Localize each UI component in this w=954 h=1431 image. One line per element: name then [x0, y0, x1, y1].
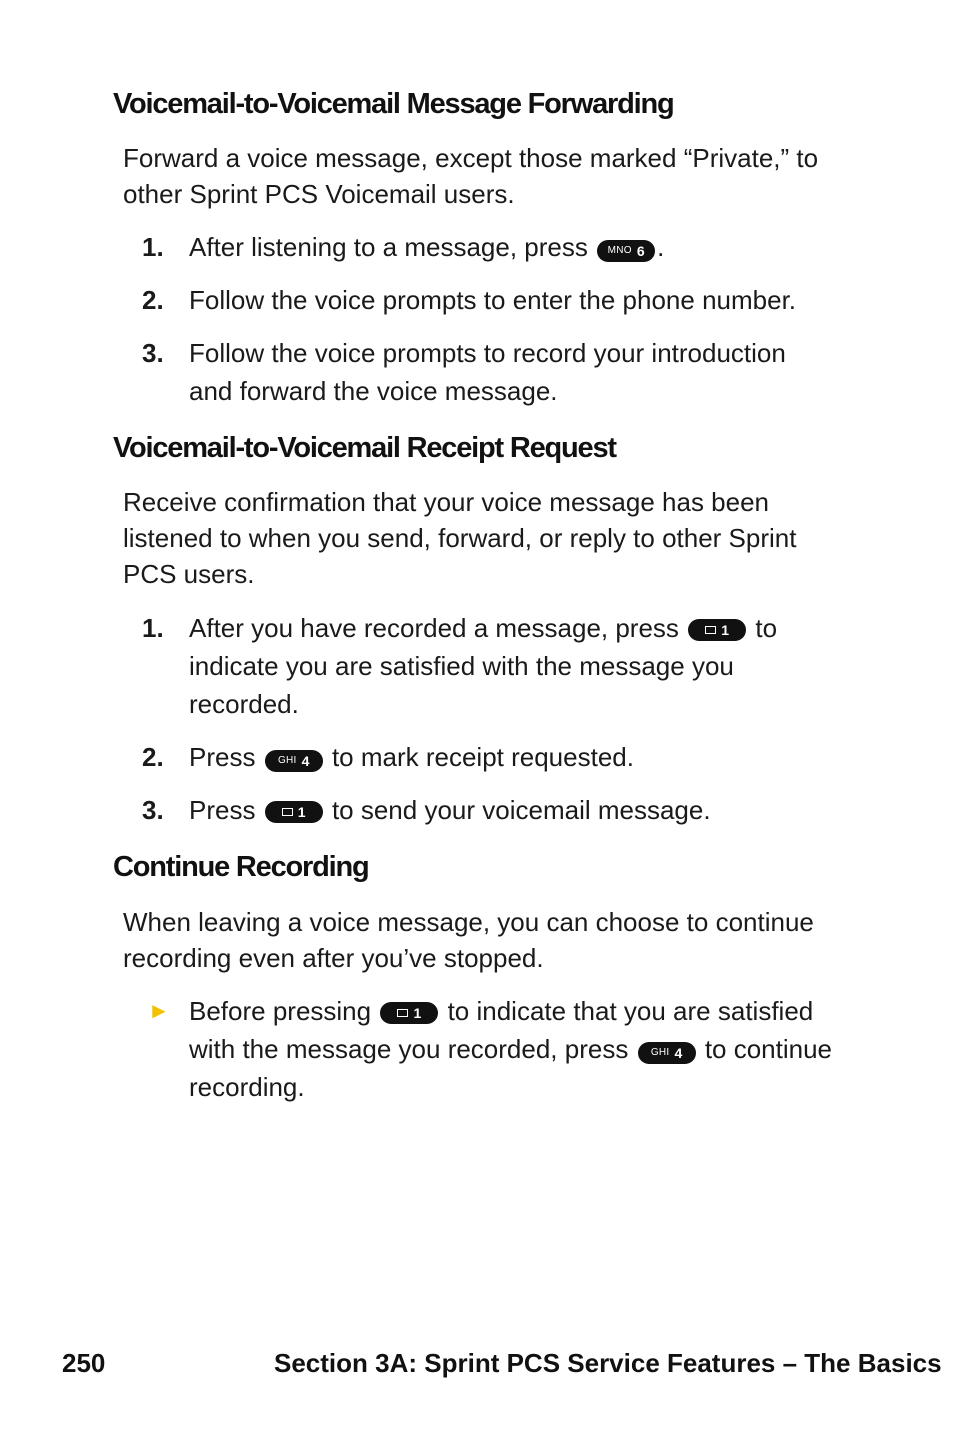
page-number: 250 [62, 1348, 106, 1378]
tip-text: to indicate that you are satisfied with the message you recorded, press [189, 996, 814, 1064]
step-number: 2. [142, 285, 164, 315]
step-number: 1. [142, 613, 164, 643]
step-text: to indicate you are satisfied with the message you recorded. [189, 613, 778, 719]
tip-text: to continue recording. [189, 1034, 833, 1102]
step-number: 1. [142, 232, 164, 262]
tip-text: Before pressing [189, 996, 372, 1026]
step-text: to send your voicemail message. [331, 795, 711, 825]
intro-continue-recording: When leaving a voice message, you can choose to continue recording even after you’ve stopped. [123, 907, 814, 973]
key-6-icon: MNO 6 [597, 240, 655, 262]
heading-message-forwarding: Voicemail-to-Voicemail Message Forwarding [113, 88, 674, 120]
step-number: 3. [142, 338, 164, 368]
step-text: Follow the voice prompts to record your introduction and forward the voice message. [189, 338, 786, 406]
step-text: Follow the voice prompts to enter the phone number. [189, 285, 797, 315]
key-4-icon: GHI 4 [638, 1042, 696, 1064]
step-text: After listening to a message, press [189, 232, 588, 262]
heading-receipt-request: Voicemail-to-Voicemail Receipt Request [113, 432, 616, 464]
step-text: After you have recorded a message, press [189, 613, 679, 643]
bullet-arrow-icon: ► [148, 998, 170, 1023]
step-number: 2. [142, 742, 164, 772]
key-1-icon: 1 [688, 619, 746, 641]
footer-section-title: Section 3A: Sprint PCS Service Features – The Basics [274, 1348, 942, 1378]
heading-continue-recording: Continue Recording [113, 851, 369, 883]
step-text: . [657, 232, 665, 262]
intro-receipt-request: Receive confirmation that your voice message has been listened to when you send, forward, or reply to other Sprint PCS users. [123, 487, 797, 589]
step-text: to mark receipt requested. [331, 742, 634, 772]
step-number: 3. [142, 795, 164, 825]
intro-message-forwarding: Forward a voice message, except those marked “Private,” to other Sprint PCS Voicemail users. [123, 143, 819, 209]
step-text: Press [189, 795, 256, 825]
key-4-icon: GHI 4 [265, 750, 323, 772]
key-1-icon: 1 [265, 801, 323, 823]
key-1-icon: 1 [380, 1002, 438, 1024]
step-text: Press [189, 742, 256, 772]
